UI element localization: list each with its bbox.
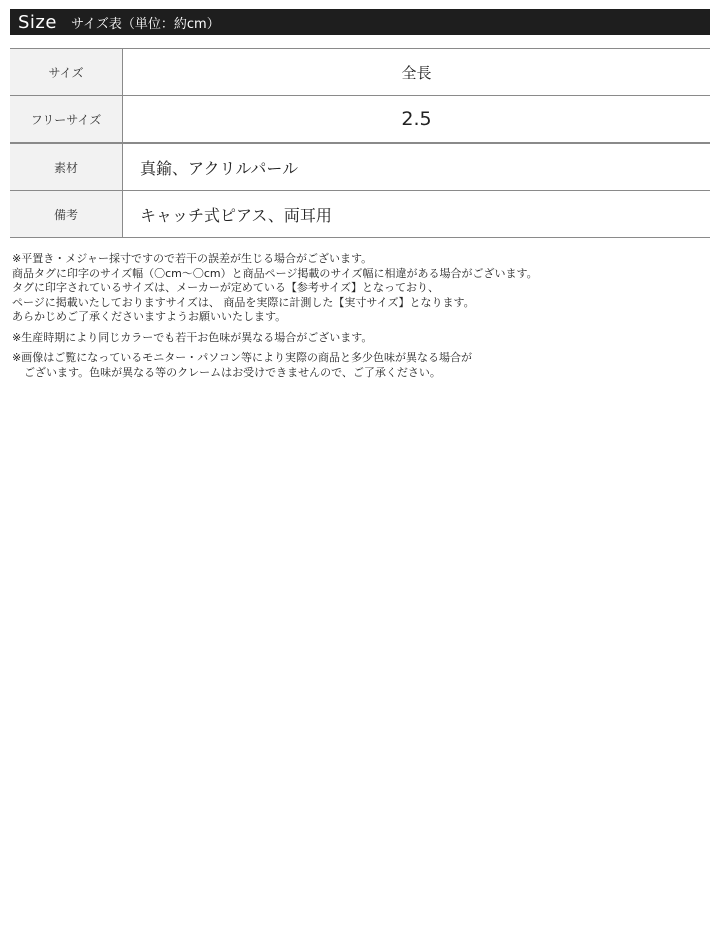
remarks-label: 備考 [10, 191, 123, 238]
material-label: 素材 [10, 143, 123, 191]
size-table-subtitle: サイズ表（単位：約cm） [70, 16, 220, 32]
total-length-value: 2.5 [123, 96, 711, 144]
note-line: ※平置き・メジャー採寸ですので若干の誤差が生じる場合がございます。 [12, 252, 373, 265]
size-header-label: サイズ [10, 49, 123, 96]
free-size-label: フリーサイズ [10, 96, 123, 144]
size-title: Size [18, 11, 57, 33]
size-notes [12, 252, 712, 380]
remarks-row [10, 191, 710, 238]
note-line: あらかじめご了承くださいますようお願いいたします。 [12, 310, 287, 323]
note-line: ページに掲載いたしておりますサイズは、 商品を実際に計測した【実寸サイズ】となります。 [12, 295, 475, 309]
remarks-value: キャッチ式ピアス、両耳用 [123, 191, 711, 238]
color-variation-note: ※生産時期により同じカラーでも若干お色味が異なる場合がございます。 [12, 330, 373, 344]
free-size-row [10, 96, 710, 144]
size-header-row [10, 49, 710, 96]
material-row [10, 143, 710, 191]
size-table [10, 48, 710, 238]
display-note-line: ございます。色味が異なる等のクレームはお受けできませんので、ご了承ください。 [24, 365, 441, 379]
note-line: タグに印字されているサイズは、メーカーが定めている【参考サイズ】となっており、 [12, 281, 440, 294]
display-note-line: ※画像はご覧になっているモニター・パソコン等により実際の商品と多少色味が異なる場合が [12, 351, 472, 364]
size-title-bar [10, 9, 710, 35]
total-length-header: 全長 [123, 49, 711, 96]
note-line: 商品タグに印字のサイズ幅（〇cm〜〇cm）と商品ページ掲載のサイズ幅に相違がある場合がございます。 [12, 266, 538, 280]
material-value: 真鍮、アクリルパール [123, 143, 711, 191]
